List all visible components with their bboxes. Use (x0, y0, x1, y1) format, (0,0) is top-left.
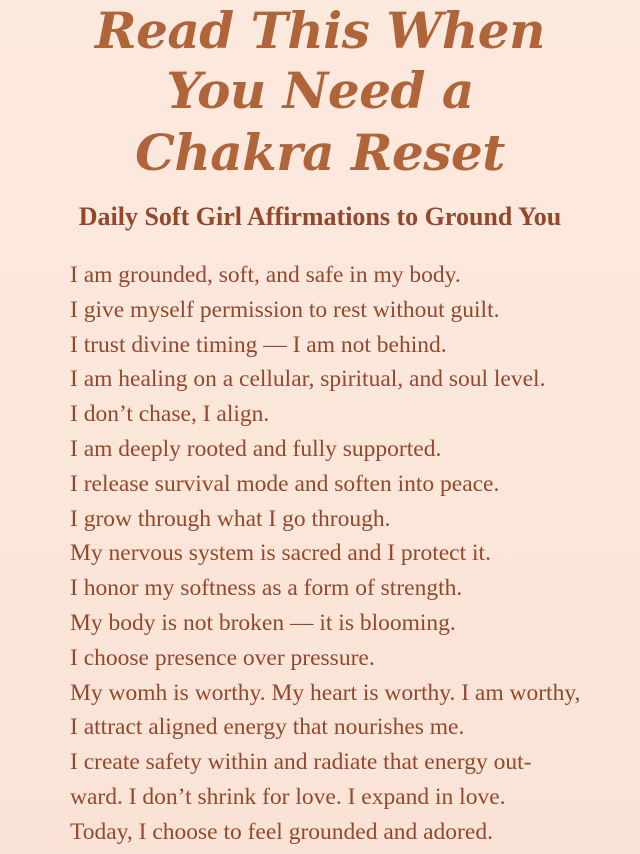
title-line-2: You Need a (166, 61, 474, 120)
affirmation-line: I am healing on a cellular, spiritual, and soul level. (70, 366, 546, 393)
affirmation-line: I give myself permission to rest without guilt. (70, 296, 500, 323)
subtitle: Daily Soft Girl Affirmations to Ground You (78, 202, 562, 231)
affirmation-line: My body is not broken — it is blooming. (70, 609, 456, 636)
affirmation-line: I grow through what I go through. (70, 505, 391, 532)
affirmation-list (70, 258, 640, 850)
affirmation-line: I don’t chase, I align. (70, 401, 270, 428)
affirmation-line: I release survival mode and soften into peace. (70, 470, 500, 497)
title-line-1: Read This When (95, 1, 545, 60)
affirmation-line: ward. I don’t shrink for love. I expand in love. (70, 783, 506, 810)
affirmation-line: I create safety within and radiate that energy out- (70, 749, 532, 776)
affirmation-line: I attract aligned energy that nourishes me. (70, 714, 465, 741)
affirmation-line: I trust divine timing — I am not behind. (70, 331, 447, 358)
affirmation-line: I choose presence over pressure. (70, 644, 375, 671)
affirmation-line: My nervous system is sacred and I protect it. (70, 540, 491, 567)
affirmation-line: I am grounded, soft, and safe in my body. (70, 262, 461, 288)
affirmation-line: I honor my softness as a form of strength. (70, 575, 463, 602)
title-line-3: Chakra Reset (135, 123, 505, 182)
affirmation-line: My womh is worthy. My heart is worthy. I am worthy, (70, 679, 581, 706)
affirmation-line: I am deeply rooted and fully supported. (70, 435, 442, 462)
affirmation-line: Today, I choose to feel grounded and adored. (70, 818, 493, 845)
